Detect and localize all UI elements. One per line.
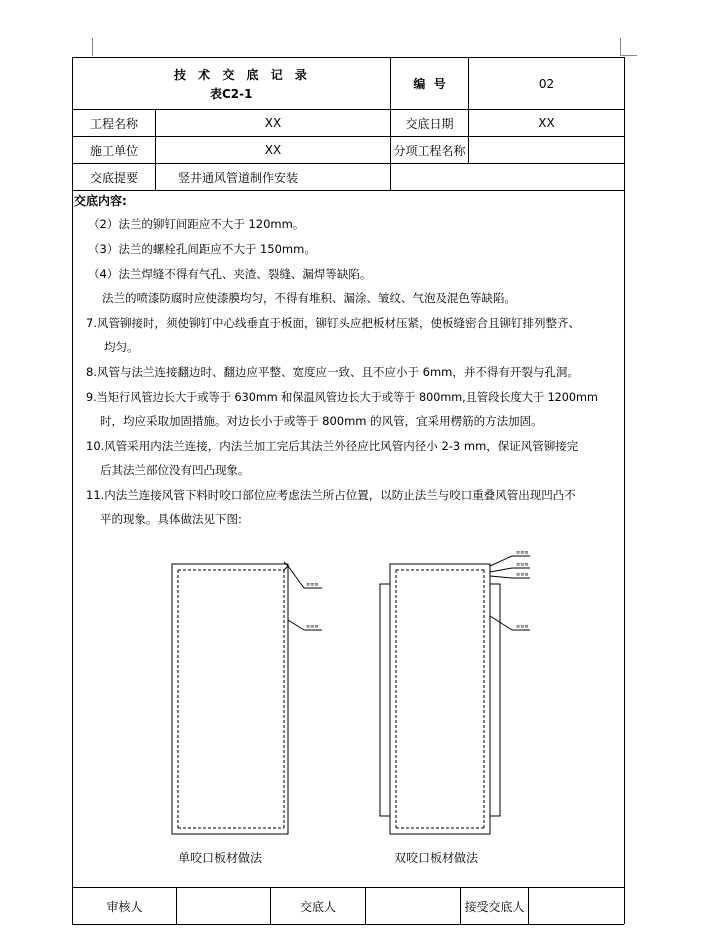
single-seam-drawing	[172, 562, 322, 834]
content-heading: 交底内容:	[74, 194, 127, 208]
project-name-label: 工程名称	[89, 116, 138, 131]
receiver-label: 接受交底人	[464, 899, 525, 914]
number-label: 编 号	[413, 77, 446, 91]
form-subtitle: 表C2-1	[210, 87, 253, 101]
subproject-label: 分项工程名称	[393, 143, 466, 158]
annotation-label: ≡≡≡	[516, 550, 529, 556]
content-line: （4）法兰焊缝不得有气孔、夹渣、裂缝、漏焊等缺陷。	[88, 267, 372, 281]
single-seam-caption: 单咬口板材做法	[178, 851, 263, 865]
presenter-signature-field[interactable]	[366, 888, 460, 924]
annotation-label: ≡≡≡	[306, 624, 319, 630]
content-line: 时，均应采取加固措施。对边长小于或等于 800mm 的风管，宜采用楞筋的方法加固。	[100, 414, 543, 428]
summary-label: 交底提要	[89, 170, 138, 185]
content-line: （2）法兰的铆钉间距应不大于 120mm。	[88, 217, 305, 231]
reviewer-signature-field[interactable]	[177, 888, 270, 924]
content-line: 后其法兰部位没有凹凸现象。	[100, 463, 250, 477]
annotation-label: ≡≡≡	[516, 572, 529, 578]
content-line: 9.当矩行风管边长大于或等于 630mm 和保温风管边长大于或等于 800mm,且管段长度大于 1200mm	[86, 391, 598, 404]
content-line: 8.风管与法兰连接翻边时、翻边应平整、宽度应一致、且不应小于 6mm，并不得有开裂与孔洞。	[86, 365, 579, 379]
date-value: XX	[538, 116, 555, 130]
double-seam-caption: 双咬口板材做法	[394, 851, 479, 865]
reviewer-label: 审核人	[106, 899, 143, 914]
unit-value: XX	[264, 143, 282, 157]
content-line: （3）法兰的螺栓孔间距应不大于 150mm。	[88, 242, 316, 256]
form-title: 技 术 交 底 记 录	[174, 68, 311, 82]
annotation-label: ≡≡≡	[516, 562, 529, 568]
annotation-label: ≡≡≡	[516, 624, 529, 630]
content-line: 11.内法兰连接风管下料时咬口部位应考虑法兰所占位置，以防止法兰与咬口重叠风管出现凹凸不	[86, 488, 576, 502]
content-line: 均匀。	[104, 340, 139, 354]
double-seam-drawing	[380, 556, 530, 834]
receiver-signature-field[interactable]	[529, 888, 624, 924]
project-name-value: XX	[264, 116, 282, 130]
presenter-label: 交底人	[299, 899, 336, 914]
summary-value: 竖井通风管道制作安装	[178, 170, 299, 185]
content-line: 10.风管采用内法兰连接，内法兰加工完后其法兰外径应比风管内径小 2-3 mm，保证风管铆接完	[86, 439, 579, 453]
content-line: 平的现象。具体做法见下图:	[100, 512, 242, 526]
content-line: 法兰的喷漆防腐时应使漆膜均匀，不得有堆积、漏涂、皱纹、气泡及混色等缺陷。	[102, 291, 516, 305]
number-value: 02	[538, 76, 555, 91]
annotation-label: ≡≡≡	[306, 582, 319, 588]
content-line: 7.风管铆接时，须使铆钉中心线垂直于板面，铆钉头应把板材压紧，使板缝密合且铆钉排列整齐、	[86, 316, 580, 330]
unit-label: 施工单位	[89, 143, 138, 158]
date-label: 交底日期	[405, 116, 454, 131]
